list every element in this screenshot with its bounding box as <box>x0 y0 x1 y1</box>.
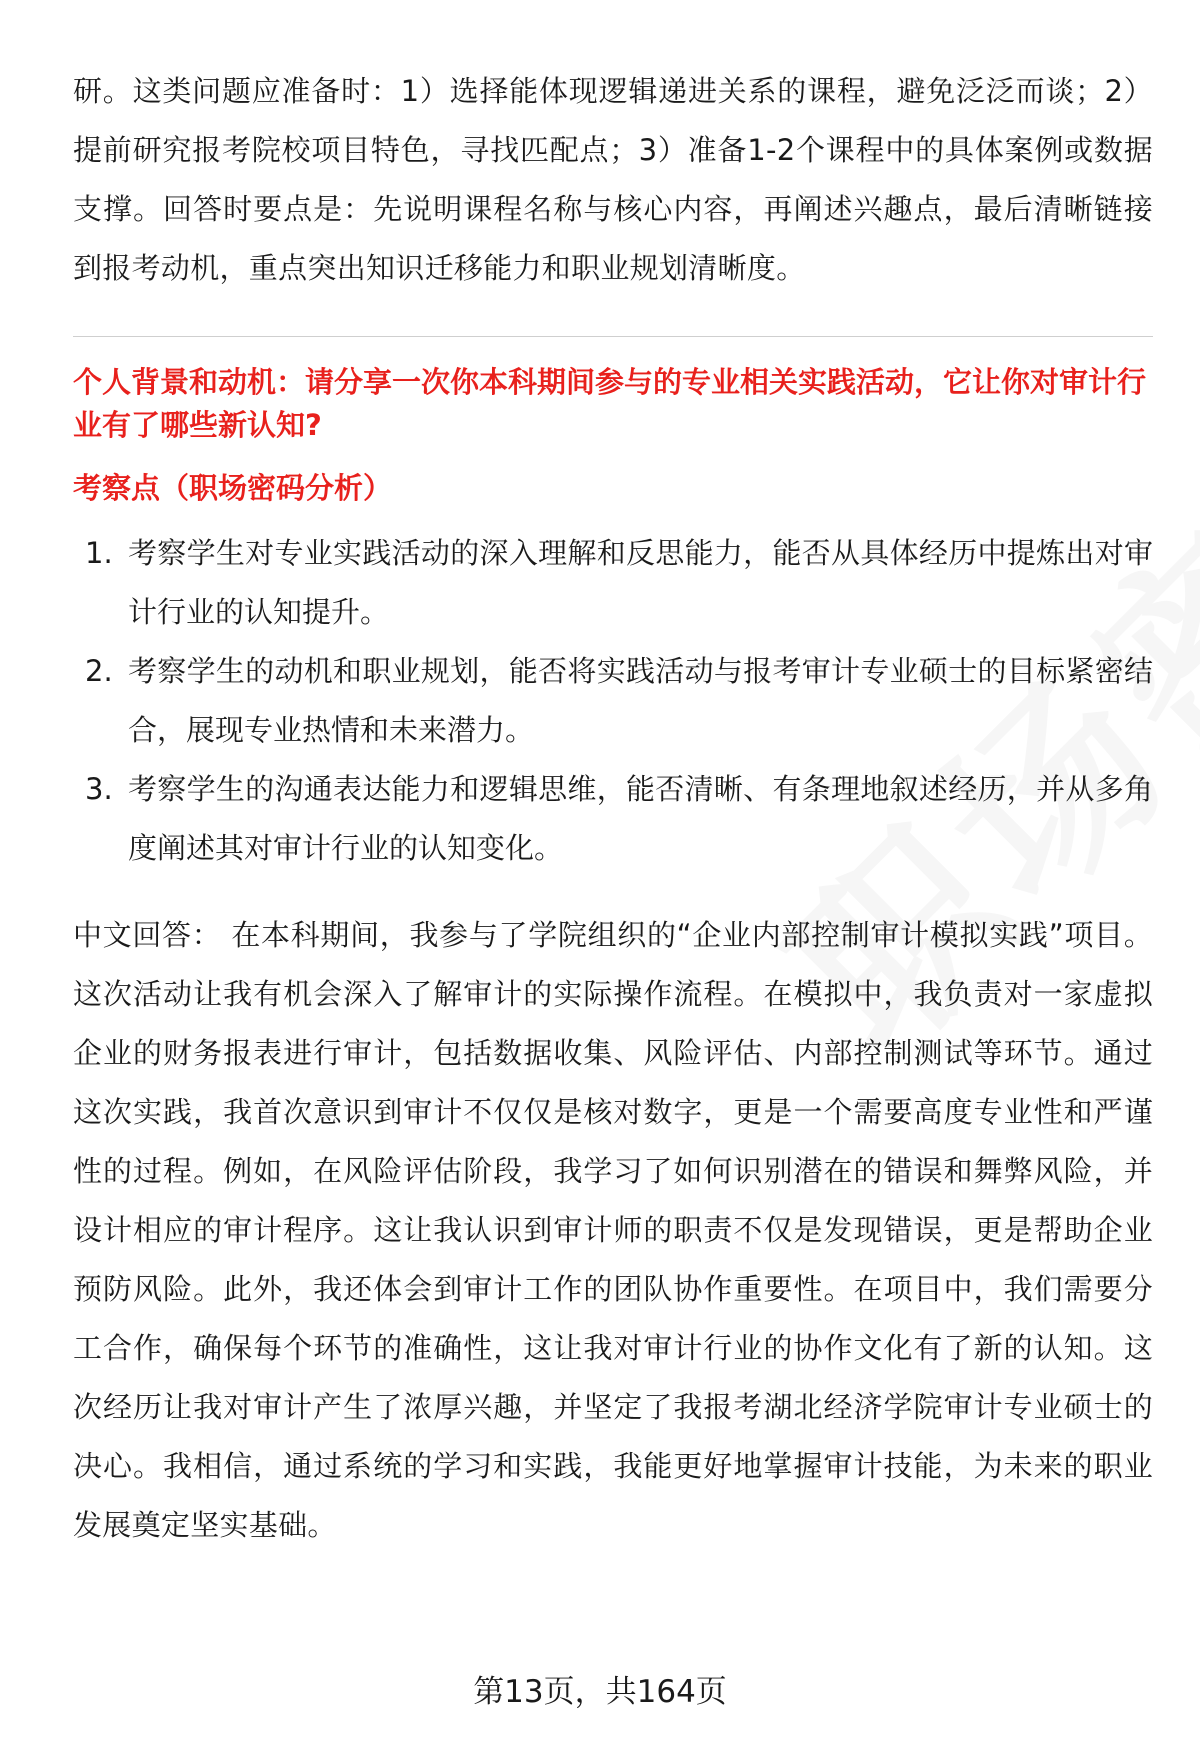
assessment-subheading: 考察点（职场密码分析） <box>73 471 393 505</box>
list-item-number: 1. <box>85 536 113 570</box>
list-item <box>73 642 1153 760</box>
section-divider <box>73 336 1153 337</box>
list-item-text: 考察学生的沟通表达能力和逻辑思维，能否清晰、有条理地叙述经历，并从多角度阐述其对审计行业的认知变化。 <box>128 772 1153 865</box>
list-item-text: 考察学生对专业实践活动的深入理解和反思能力，能否从具体经历中提炼出对审计行业的认知提升。 <box>128 536 1153 629</box>
list-item-number: 2. <box>85 654 113 688</box>
list-item-text: 考察学生的动机和职业规划，能否将实践活动与报考审计专业硕士的目标紧密结合，展现专业热情和未来潜力。 <box>128 654 1153 747</box>
answer-paragraph: 中文回答： 在本科期间，我参与了学院组织的“企业内部控制审计模拟实践”项目。这次活动让我有机会深入了解审计的实际操作流程。在模拟中，我负责对一家虚拟企业的财务报表进行审计，包括数据收集、风险评估、内部控制测试等环节。通过这次实践，我首次意识到审计不仅仅是核对数字，更是一个需要高度专业性和严谨性的过程。例如，在风险评估阶段，我学习了如何识别潜在的错误和舞弊风险，并设计相应的审计程序。这让我认识到审计师的职责不仅是发现错误，更是帮助企业预防风险。此外，我还体会到审计工作的团队协作重要性。在项目中，我们需要分工合作，确保每个环节的准确性，这让我对审计行业的协作文化有了新的认知。这次经历让我对审计产生了浓厚兴趣，并坚定了我报考湖北经济学院审计专业硕士的决心。我相信，通过系统的学习和实践，我能更好地掌握审计技能，为未来的职业发展奠定坚实基础。 <box>73 918 1153 1542</box>
intro-paragraph: 研。这类问题应准备时：1）选择能体现逻辑递进关系的课程，避免泛泛而谈；2）提前研究报考院校项目特色，寻找匹配点；3）准备1-2个课程中的具体案例或数据支撑。回答时要点是：先说明课程名称与核心内容，再阐述兴趣点，最后清晰链接到报考动机，重点突出知识迁移能力和职业规划清晰度。 <box>73 74 1153 285</box>
list-item <box>73 524 1153 642</box>
page-content <box>73 62 1153 1555</box>
list-item-number: 3. <box>85 772 113 806</box>
assessment-points-list <box>73 524 1153 878</box>
question-heading: 个人背景和动机：请分享一次你本科期间参与的专业相关实践活动，它让你对审计行业有了哪些新认知? <box>73 365 1147 442</box>
list-item <box>73 760 1153 878</box>
page-number-footer: 第13页，共164页 <box>473 1674 727 1710</box>
